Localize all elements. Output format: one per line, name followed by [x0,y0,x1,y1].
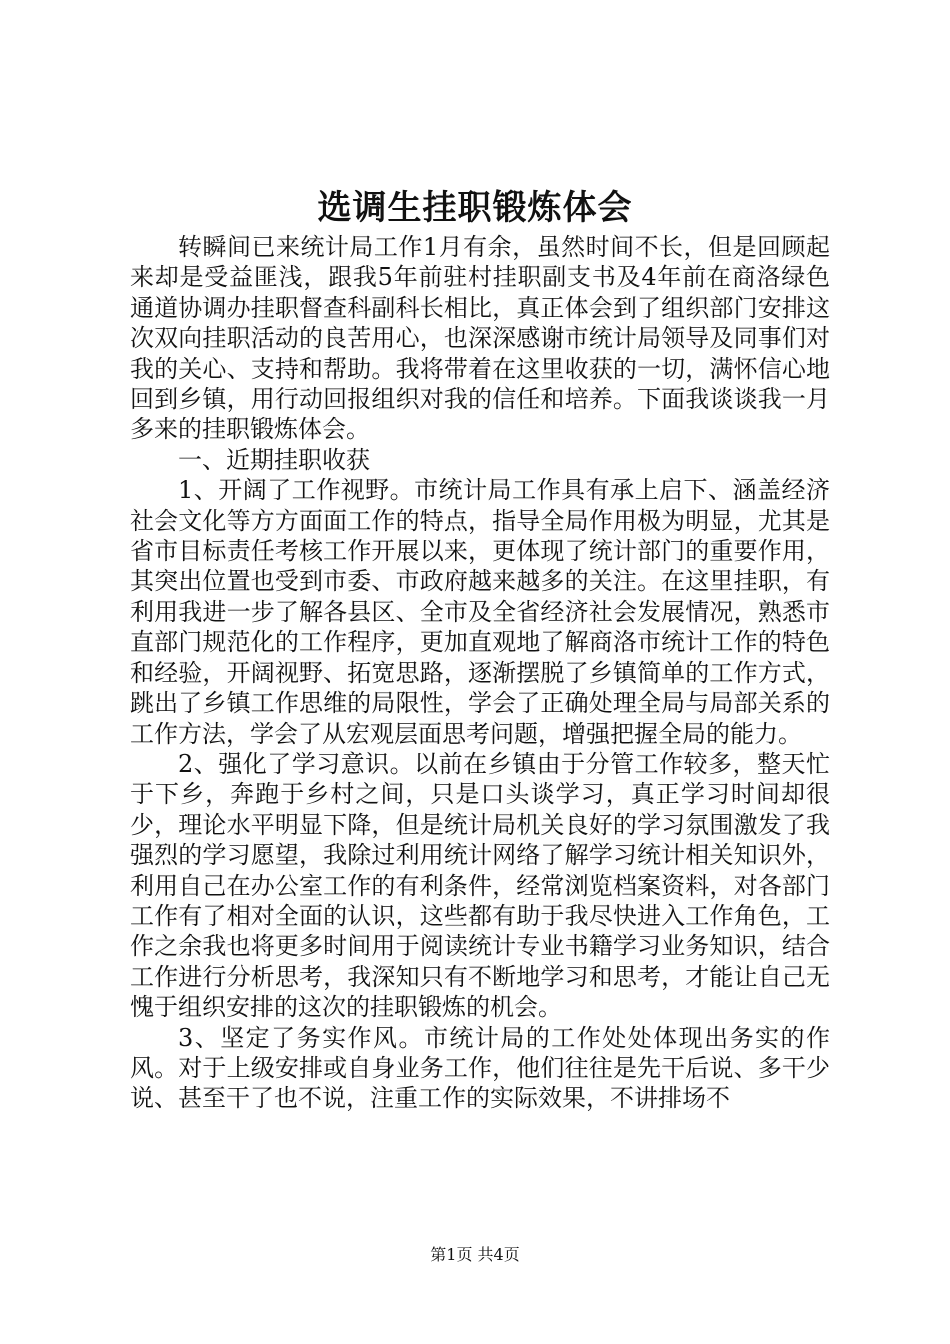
section-heading: 一、近期挂职收获 [178,445,370,474]
paragraph-3: 3、坚定了务实作风。市统计局的工作处处体现出务实的作风。对于上级安排或自身业务工作，他们往往是先干后说、多干少说、甚至干了也不说，注重工作的实际效果，不讲排场不 [130,1023,830,1113]
paragraph-1: 1、开阔了工作视野。市统计局工作具有承上启下、涵盖经济社会文化等方方面面工作的特点，指导全局作用极为明显，尤其是省市目标责任考核工作开展以来，更体现了统计部门的重要作用，其突出位置也受到市委、市政府越来越多的关注。在这里挂职，有利用我进一步了解各县区、全市及全省经济社会发展情况，熟悉市直部门规范化的工作程序，更加直观地了解商洛市统计工作的特色和经验，开阔视野、拓宽思路，逐渐摆脱了乡镇简单的工作方式，跳出了乡镇工作思维的局限性，学会了正确处理全局与局部关系的工作方法，学会了从宏观层面思考问题，增强把握全局的能力。 [130,476,830,748]
document-title: 选调生挂职锻炼体会 [317,188,633,228]
document-body [130,232,830,1114]
page-footer: 第1页 共4页 [430,1245,520,1264]
intro-paragraph: 转瞬间已来统计局工作1月有余，虽然时间不长，但是回顾起来却是受益匪浅，跟我5年前驻村挂职副支书及4年前在商洛绿色通道协调办挂职督查科副科长相比，真正体会到了组织部门安排这次双向挂职活动的良苦用心，也深深感谢市统计局领导及同事们对我的关心、支持和帮助。我将带着在这里收获的一切，满怀信心地回到乡镇，用行动回报组织对我的信任和培养。下面我谈谈我一月多来的挂职锻炼体会。 [130,233,830,444]
paragraph-2: 2、强化了学习意识。以前在乡镇由于分管工作较多，整天忙于下乡，奔跑于乡村之间，只是口头谈学习，真正学习时间却很少，理论水平明显下降，但是统计局机关良好的学习氛围激发了我强烈的学习愿望，我除过利用统计网络了解学习统计相关知识外，利用自己在办公室工作的有利条件，经常浏览档案资料，对各部门工作有了相对全面的认识，这些都有助于我尽快进入工作角色，工作之余我也将更多时间用于阅读统计专业书籍学习业务知识，结合工作进行分析思考，我深知只有不断地学习和思考，才能让自己无愧于组织安排的这次的挂职锻炼的机会。 [130,749,830,1022]
